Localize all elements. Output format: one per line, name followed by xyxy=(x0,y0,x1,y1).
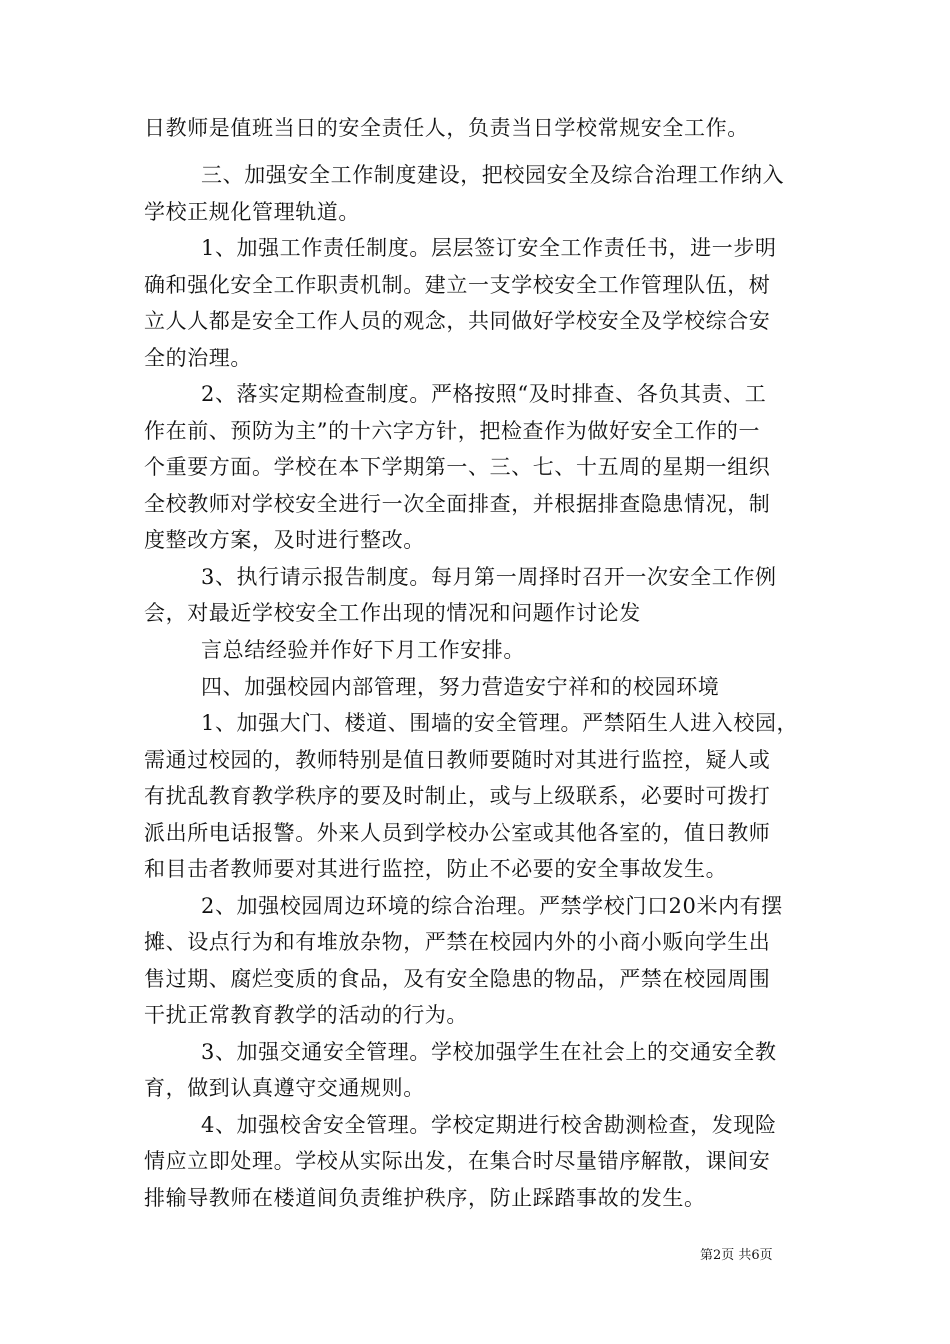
paragraph-line: 摊、设点行为和有堆放杂物，严禁在校园内外的小商小贩向学生出 xyxy=(144,930,771,954)
section-heading: 学校正规化管理轨道。 xyxy=(144,200,360,224)
paragraph-line: 需通过校园的，教师特别是值日教师要随时对其进行监控，疑人或 xyxy=(144,748,771,772)
paragraph-line: 作在前、预防为主”的十六字方针，把检查作为做好安全工作的一 xyxy=(144,419,761,443)
paragraph-line: 全校教师对学校安全进行一次全面排查，并根据排查隐患情况，制 xyxy=(144,492,771,516)
paragraph-line: 3、加强交通安全管理。学校加强学生在社会上的交通安全教 xyxy=(201,1040,777,1064)
paragraph-line: 派出所电话报警。外来人员到学校办公室或其他各室的，值日教师 xyxy=(144,821,771,845)
paragraph-line: 言总结经验并作好下月工作安排。 xyxy=(201,638,525,662)
paragraph-line: 会，对最近学校安全工作出现的情况和问题作讨论发 xyxy=(144,601,641,625)
paragraph-line: 售过期、腐烂变质的食品，及有安全隐患的物品，严禁在校园周围 xyxy=(144,967,771,991)
paragraph-line: 排输导教师在楼道间负责维护秩序，防止踩踏事故的发生。 xyxy=(144,1186,706,1210)
paragraph-line: 有扰乱教育教学秩序的要及时制止，或与上级联系，必要时可拨打 xyxy=(144,784,771,808)
paragraph-line: 度整改方案，及时进行整改。 xyxy=(144,528,425,552)
paragraph-line: 日教师是值班当日的安全责任人，负责当日学校常规安全工作。 xyxy=(144,116,749,140)
paragraph-line: 全的治理。 xyxy=(144,346,252,370)
paragraph-line: 个重要方面。学校在本下学期第一、三、七、十五周的星期一组织 xyxy=(144,455,771,479)
paragraph-line: 育，做到认真遵守交通规则。 xyxy=(144,1076,425,1100)
paragraph-line: 和目击者教师要对其进行监控，防止不必要的安全事故发生。 xyxy=(144,857,728,881)
page-number: 第2页 共6页 xyxy=(700,1248,773,1263)
section-heading: 四、加强校园内部管理，努力营造安宁祥和的校园环境 xyxy=(201,675,720,699)
section-heading: 三、加强安全工作制度建设，把校园安全及综合治理工作纳入 xyxy=(201,163,785,187)
paragraph-line: 干扰正常教育教学的活动的行为。 xyxy=(144,1003,468,1027)
paragraph-line: 1、加强大门、楼道、围墙的安全管理。严禁陌生人进入校园， xyxy=(201,711,799,735)
paragraph-line: 3、执行请示报告制度。每月第一周择时召开一次安全工作例 xyxy=(201,565,777,589)
paragraph-line: 确和强化安全工作职责机制。建立一支学校安全工作管理队伍，树 xyxy=(144,273,771,297)
paragraph-line: 情应立即处理。学校从实际出发，在集合时尽量错序解散，课间安 xyxy=(144,1149,771,1173)
paragraph-line: 2、落实定期检查制度。严格按照“及时排查、各负其责、工 xyxy=(201,382,767,406)
paragraph-line: 2、加强校园周边环境的综合治理。严禁学校门口20米内有摆 xyxy=(201,894,783,918)
paragraph-line: 1、加强工作责任制度。层层签订安全工作责任书，进一步明 xyxy=(201,236,777,260)
paragraph-line: 立人人都是安全工作人员的观念，共同做好学校安全及学校综合安 xyxy=(144,309,771,333)
paragraph-line: 4、加强校舍安全管理。学校定期进行校舍勘测检查，发现险 xyxy=(201,1113,777,1137)
